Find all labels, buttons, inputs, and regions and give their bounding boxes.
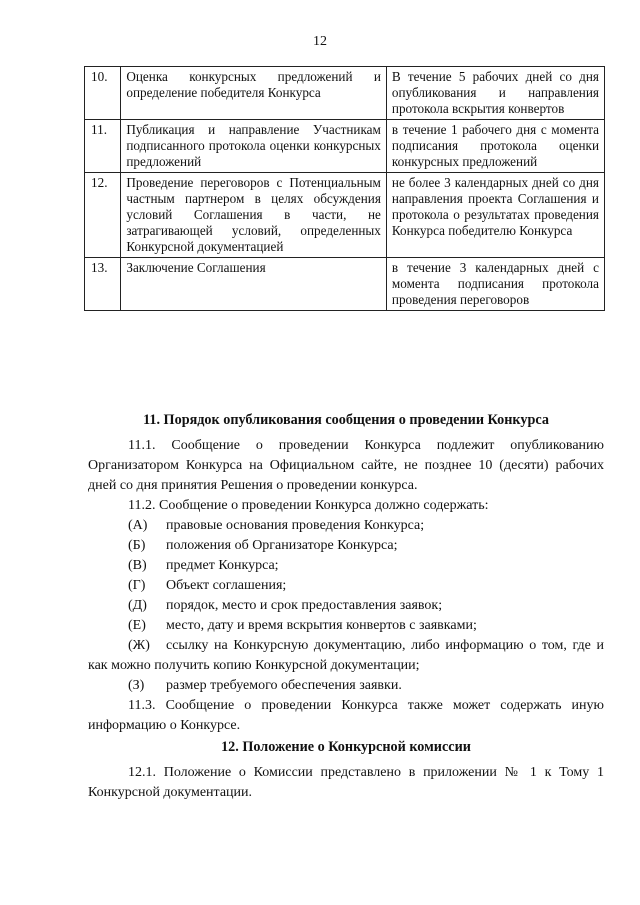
row-term: в течение 3 календарных дней с момента подписания протокола проведения переговоров (386, 258, 604, 311)
section-11-paragraph-2: 11.2. Сообщение о проведении Конкурса должно содержать: (128, 498, 489, 513)
table-row (85, 258, 605, 311)
list-item-text: Объект соглашения; (166, 578, 287, 593)
section-12 (88, 737, 604, 803)
list-item (88, 636, 604, 676)
list-item-text: правовые основания проведения Конкурса; (166, 518, 425, 533)
list-item-marker: (Е) (128, 618, 146, 633)
list-item-marker: (Б) (128, 538, 146, 553)
list-item-text: положения об Организаторе Конкурса; (166, 538, 398, 553)
section-11 (88, 410, 604, 736)
section-12-paragraph-1: 12.1. Положение о Комиссии представлено в приложении № 1 к Тому 1 Конкурсной документации. (88, 765, 604, 800)
list-item (88, 536, 604, 556)
row-stage: Публикация и направление Участникам подписанного протокола оценки конкурсных предложений (121, 120, 387, 173)
row-number: 12. (85, 173, 121, 258)
list-item-marker: (А) (128, 518, 148, 533)
list-item-marker: (Г) (128, 578, 146, 593)
section-11-paragraph-3: 11.3. Сообщение о проведении Конкурса также может содержать иную информацию о Конкурсе. (88, 698, 604, 733)
list-item (88, 616, 604, 636)
list-item-text: предмет Конкурса; (166, 558, 279, 573)
section-11-paragraph-1: 11.1. Сообщение о проведении Конкурса подлежит опубликованию Организатором Конкурса на Официальном сайте, не позднее 10 (десяти) рабочих дней со дня принятия Решения о проведении конкурса. (88, 438, 604, 493)
list-item-marker: (Ж) (128, 638, 150, 653)
list-item (88, 576, 604, 596)
table-row (85, 120, 605, 173)
list-item-text: ссылку на Конкурсную документацию, либо информацию о том, где и как можно получить копию Конкурсной документации; (88, 638, 604, 673)
table-row (85, 173, 605, 258)
schedule-table (84, 66, 605, 311)
list-item (88, 556, 604, 576)
row-number: 13. (85, 258, 121, 311)
row-term: В течение 5 рабочих дней со дня опубликования и направления протокола вскрытия конвертов (386, 67, 604, 120)
section-12-heading: 12. Положение о Конкурсной комиссии (221, 739, 471, 755)
list-item-text: порядок, место и срок предоставления заявок; (166, 598, 443, 613)
list-item (88, 596, 604, 616)
list-item-text: размер требуемого обеспечения заявки. (166, 678, 402, 693)
row-stage: Заключение Соглашения (121, 258, 387, 311)
section-11-list (88, 516, 604, 696)
list-item (88, 516, 604, 536)
table-row (85, 67, 605, 120)
row-number: 11. (85, 120, 121, 173)
list-item-marker: (З) (128, 678, 145, 693)
list-item (88, 676, 604, 696)
row-term: не более 3 календарных дней со дня направления проекта Соглашения и протокола о результатах проведения Конкурса победителю Конкурса (386, 173, 604, 258)
list-item-marker: (Д) (128, 598, 147, 613)
row-stage: Проведение переговоров с Потенциальным частным партнером в целях обсуждения условий Соглашения в части, не затрагивающей условий, определенных Конкурсной документацией (121, 173, 387, 258)
list-item-text: место, дату и время вскрытия конвертов с заявками; (166, 618, 477, 633)
row-number: 10. (85, 67, 121, 120)
row-term: в течение 1 рабочего дня с момента подписания протокола оценки конкурсных предложений (386, 120, 604, 173)
page-number: 12 (313, 34, 327, 49)
row-stage: Оценка конкурсных предложений и определение победителя Конкурса (121, 67, 387, 120)
list-item-marker: (В) (128, 558, 147, 573)
section-11-heading: 11. Порядок опубликования сообщения о проведении Конкурса (143, 412, 549, 428)
